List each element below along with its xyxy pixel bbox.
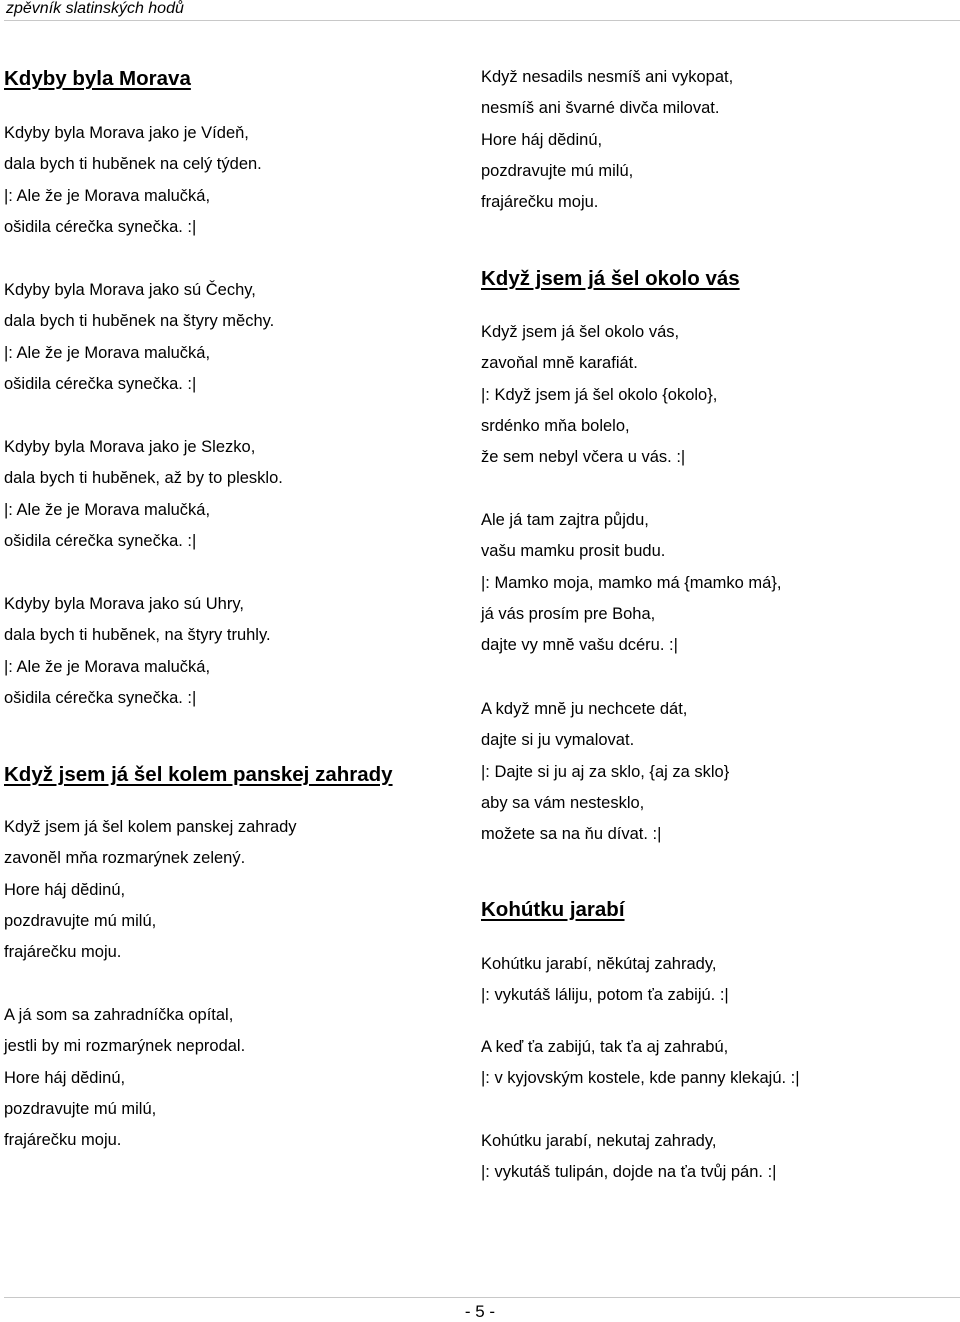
verse-line: vašu mamku prosit budu. (481, 542, 666, 561)
verse-line: možete sa na ňu dívat. :| (481, 825, 662, 844)
verse-line: Kohútku jarabí, nĕkútaj zahrady, (481, 955, 717, 973)
verse-line: Hore háj dĕdinú, (481, 130, 603, 149)
header-divider (4, 20, 960, 21)
verse-line: dala bych ti hubĕnek na celý týden. (4, 155, 262, 174)
verse-line: Ale já tam zajtra půjdu, (481, 511, 649, 529)
verse-line: dala bych ti hubĕnek na štyry mĕchy. (4, 312, 275, 331)
verse (481, 1126, 776, 1189)
verse-line: Kdyby byla Morava jako je Slezko, (4, 438, 256, 456)
verse-line: |: Dajte si ju aj za sklo, {aj za sklo} (481, 762, 730, 781)
verse (4, 812, 297, 968)
verse-line: |: Ale že je Morava malučká, (4, 500, 211, 519)
verse-line: jestli by mi rozmarýnek neprodal. (4, 1037, 246, 1056)
verse-line: ošidila cérečka synečka. :| (4, 531, 197, 550)
verse-line: Kohútku jarabí, nekutaj zahrady, (481, 1132, 717, 1150)
verse-line: ošidila cérečka synečka. :| (4, 688, 197, 707)
verse (481, 505, 781, 661)
song-title-okolo-vas: Když jsem já šel okolo vás (481, 267, 740, 290)
verse-line: dajte si ju vymalovat. (481, 731, 635, 750)
verse (481, 949, 729, 1012)
verse-line: pozdravujte mú milú, (4, 911, 157, 930)
verse (4, 432, 283, 557)
verse-line: |: vykutáš tulipán, dojde na ťa tvůj pán. :| (481, 1163, 777, 1182)
verse-line: Kdyby byla Morava jako sú Čechy, (4, 281, 256, 299)
verse-line: |: Mamko moja, mamko má {mamko má}, (481, 573, 782, 592)
song-title-kolem-panskej-zahrady: Když jsem já šel kolem panskej zahrady (4, 763, 393, 786)
verse (481, 62, 733, 218)
verse-line: Kdyby byla Morava jako je Vídeň, (4, 124, 249, 142)
verse-line: A když mnĕ ju nechcete dát, (481, 700, 688, 718)
verse-line: |: Ale že je Morava malučká, (4, 186, 211, 205)
verse-line: ošidila cérečka synečka. :| (4, 374, 197, 393)
verse-line: |: Ale že je Morava malučká, (4, 657, 211, 676)
songbook-header: zpěvník slatinských hodů (6, 0, 184, 17)
verse-line: Hore háj dĕdinú, (4, 1068, 126, 1087)
verse (4, 589, 271, 714)
verse-line: že sem nebyl včera u vás. :| (481, 448, 686, 467)
verse (4, 1000, 245, 1156)
verse-line: |: Ale že je Morava malučká, (4, 343, 211, 362)
verse-line: dala bych ti hubĕnek, na štyry truhly. (4, 626, 271, 645)
verse-line: Hore háj dĕdinú, (4, 880, 126, 899)
verse (4, 118, 262, 243)
verse-line: pozdravujte mú milú, (481, 161, 634, 180)
verse-line: A keď ťa zabijú, tak ťa aj zahrabú, (481, 1038, 729, 1056)
song-title-kdyby-byla-morava: Kdyby byla Morava (4, 67, 191, 90)
verse-line: frajárečku moju. (4, 1131, 122, 1150)
verse-line: |: vykutáš láliju, potom ťa zabijú. :| (481, 986, 729, 1005)
verse-line: nesmíš ani švarné divča milovat. (481, 99, 720, 118)
verse-line: zavoňal mnĕ karafiát. (481, 354, 638, 373)
verse-line: dala bych ti hubĕnek, až by to plesklo. (4, 469, 283, 488)
verse-line: A já som sa zahradníčka opítal, (4, 1006, 234, 1024)
verse-line: Kdyby byla Morava jako sú Uhry, (4, 595, 244, 613)
verse-line: Když nesadils nesmíš ani vykopat, (481, 68, 734, 86)
verse (481, 1032, 800, 1095)
verse-line: |: v kyjovským kostele, kde panny klekajú. :| (481, 1069, 800, 1088)
verse-line: Když jsem já šel okolo vás, (481, 323, 680, 341)
verse-line: já vás prosím pre Boha, (481, 604, 656, 623)
verse-line: pozdravujte mú milú, (4, 1099, 157, 1118)
verse-line: frajárečku moju. (481, 193, 599, 212)
page-number: - 5 - (464, 1302, 496, 1321)
verse (481, 694, 729, 850)
verse (481, 317, 717, 473)
footer-divider (4, 1297, 960, 1298)
verse-line: dajte vy mnĕ vašu dcéru. :| (481, 636, 678, 655)
verse (4, 275, 274, 400)
verse-line: frajárečku moju. (4, 943, 122, 962)
verse-line: aby sa vám nestesklo, (481, 793, 645, 812)
verse-line: srdénko mňa bolelo, (481, 416, 630, 435)
song-title-kohutku-jarabi: Kohútku jarabí (481, 898, 625, 921)
verse-line: Když jsem já šel kolem panskej zahrady (4, 818, 297, 836)
verse-line: |: Když jsem já šel okolo {okolo}, (481, 385, 718, 404)
verse-line: zavonĕl mňa rozmarýnek zelený. (4, 849, 246, 868)
verse-line: ošidila cérečka synečka. :| (4, 217, 197, 236)
